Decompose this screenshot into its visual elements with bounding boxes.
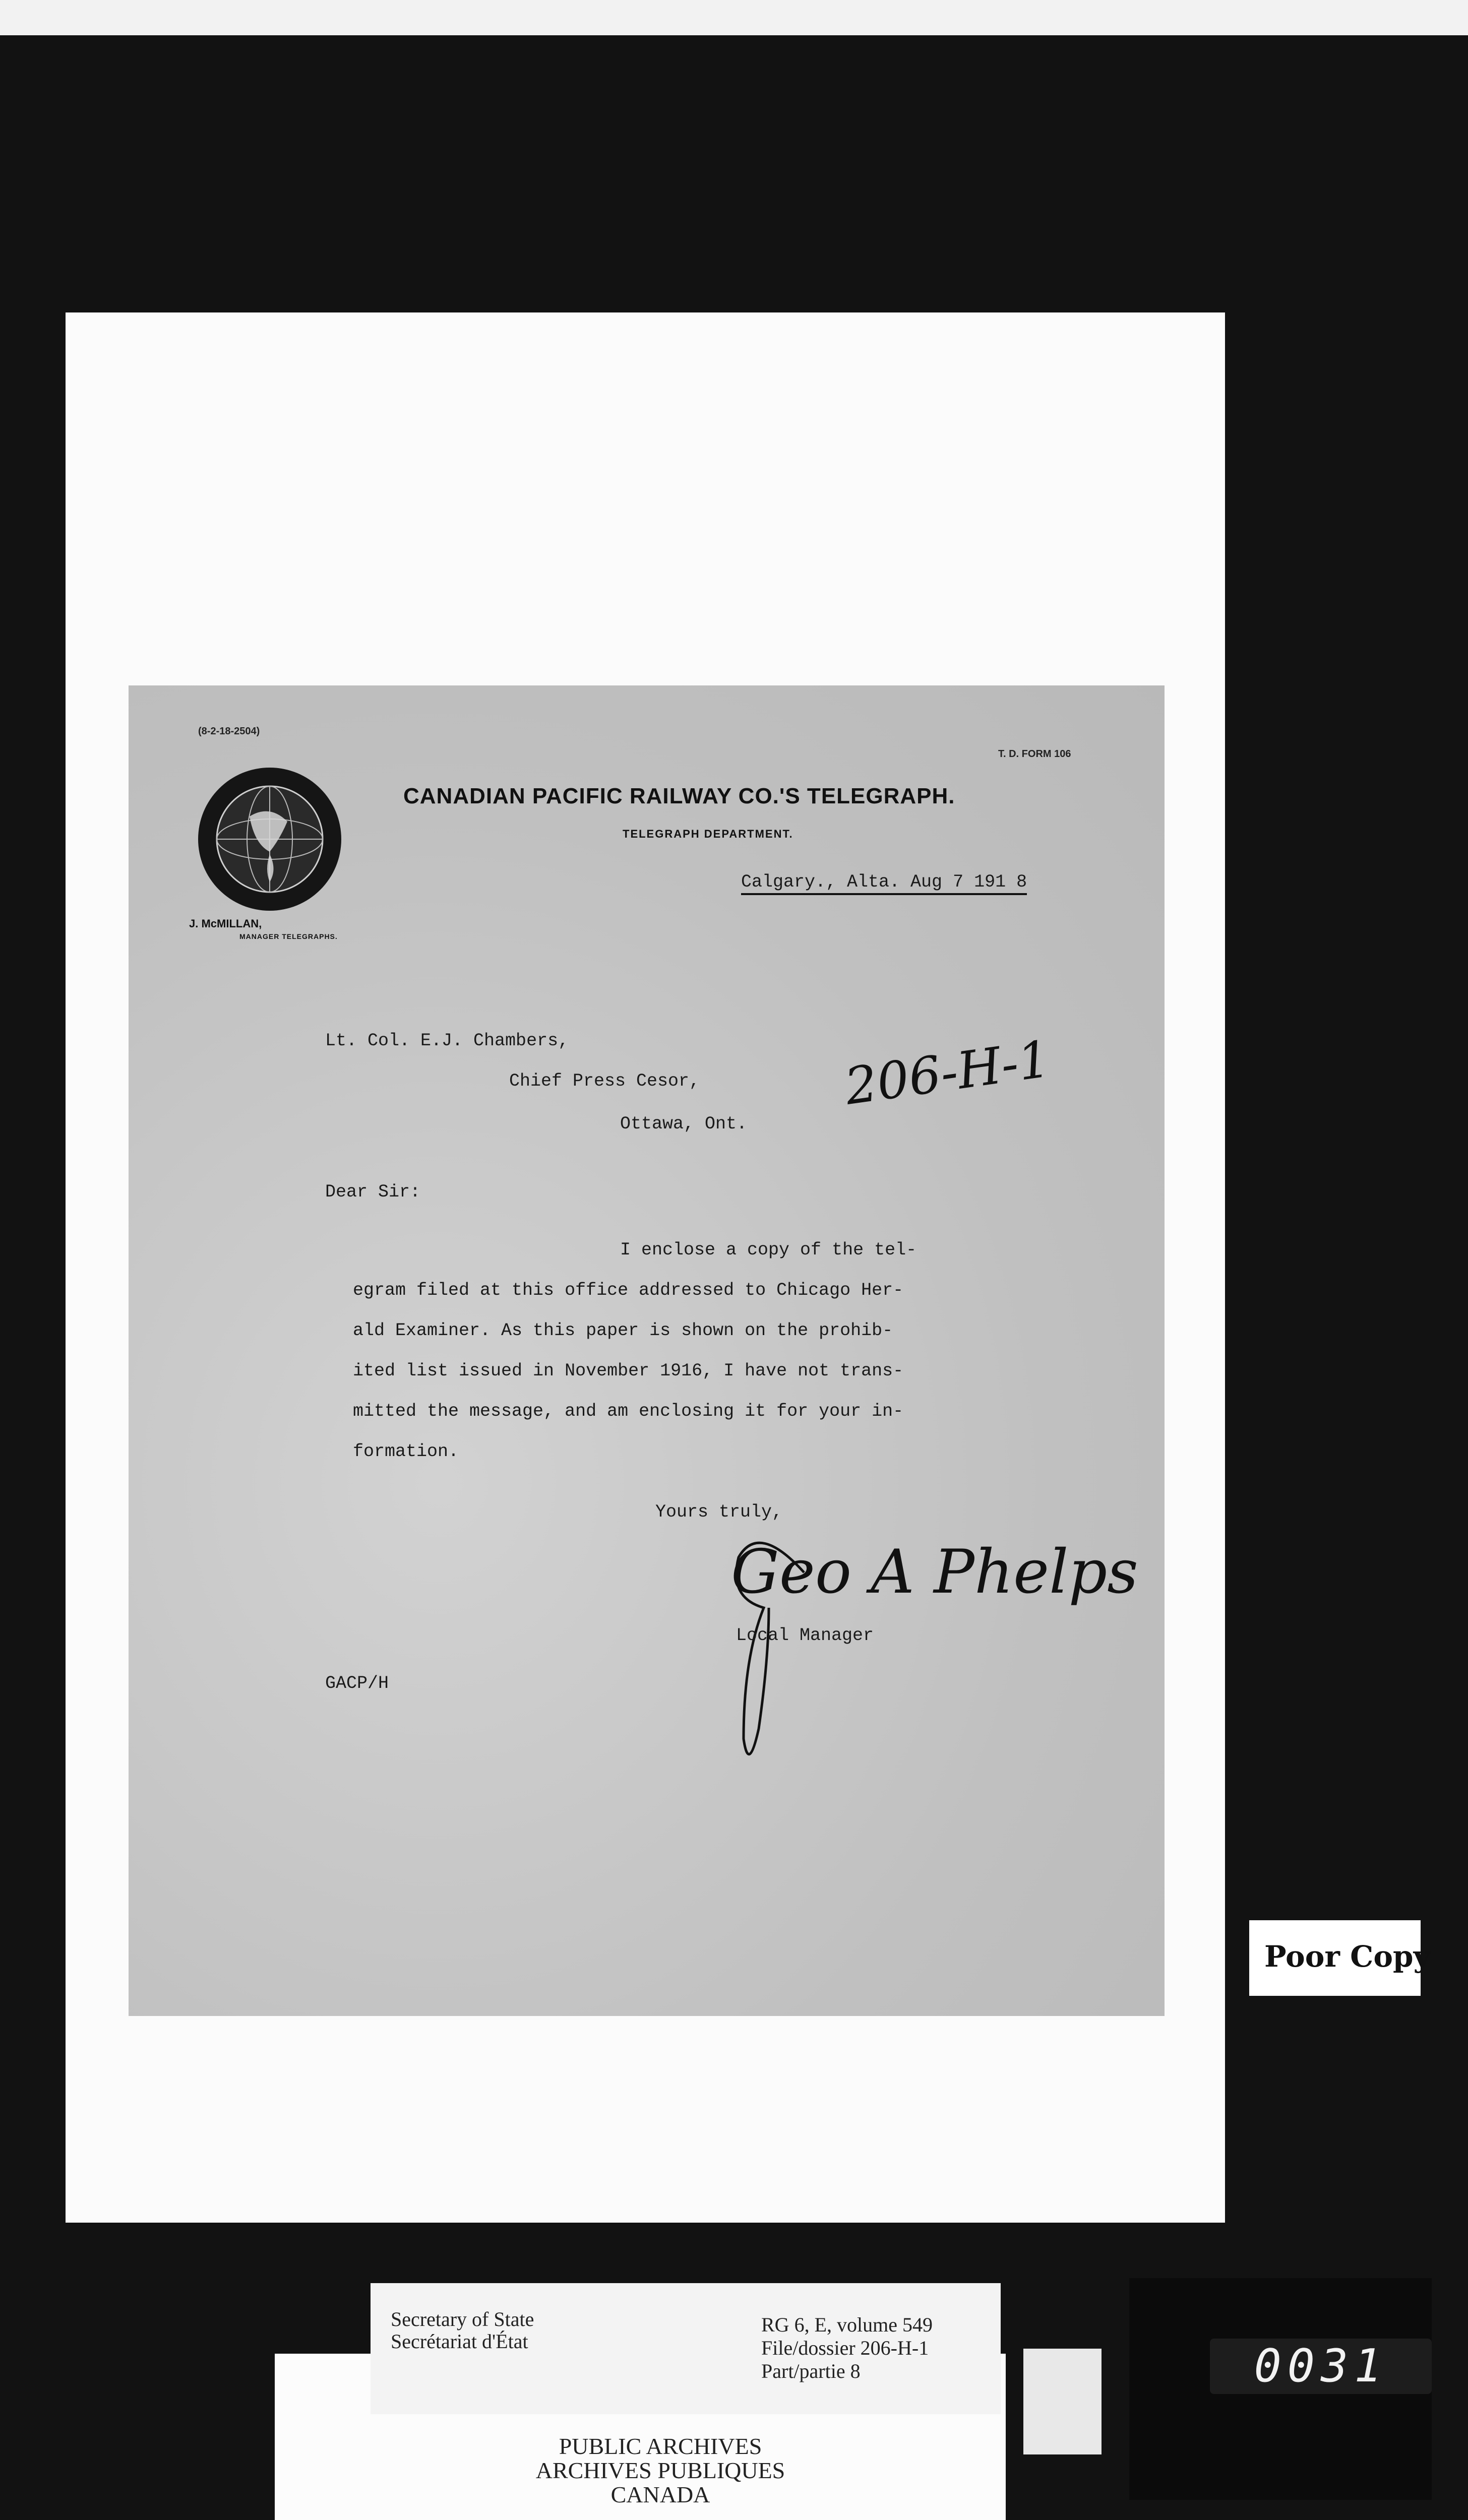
archive-right-line-3: Part/partie 8	[761, 2360, 861, 2382]
scan-top-edge	[0, 0, 1468, 35]
archive-left-line-1: Secretary of State	[391, 2308, 534, 2330]
body-line: ald Examiner. As this paper is shown on the prohib-	[353, 1320, 893, 1341]
poor-copy-label: Poor Copy	[1264, 1939, 1431, 1974]
signer-title: Local Manager	[736, 1625, 874, 1646]
body-line: mitted the message, and am enclosing it for your in-	[353, 1401, 904, 1421]
signature-flourish	[708, 1527, 839, 1774]
closing: Yours truly,	[655, 1502, 783, 1522]
manager-title: MANAGER TELEGRAPHS.	[239, 932, 338, 940]
letter-sheet	[129, 685, 1165, 2016]
archive-right-line-1: RG 6, E, volume 549	[761, 2313, 933, 2336]
dateline: Calgary., Alta. Aug 7 191 8	[741, 872, 1027, 895]
handwritten-file-number: 206-H-1	[841, 1029, 1054, 1116]
signature: Geo A Phelps	[731, 1537, 1138, 1607]
frame-counter: 0031	[1210, 2339, 1432, 2394]
body-line: formation.	[353, 1441, 459, 1462]
archive-reference-card	[371, 2283, 1001, 2414]
salutation: Dear Sir:	[325, 1182, 421, 1202]
form-code: (8-2-18-2504)	[198, 726, 260, 737]
form-number: T. D. FORM 106	[998, 748, 1071, 760]
address-line-3: Ottawa, Ont.	[620, 1114, 748, 1134]
stamp-line-2: ARCHIVES PUBLIQUES	[535, 2458, 785, 2483]
archive-left-line-2: Secrétariat d'État	[391, 2330, 528, 2353]
address-line-2: Chief Press Cesor,	[509, 1071, 700, 1091]
body-line: egram filed at this office addressed to Chicago Her-	[353, 1280, 904, 1300]
initials: GACP/H	[325, 1673, 389, 1693]
stamp-line-1: PUBLIC ARCHIVES	[559, 2433, 762, 2459]
poor-copy-card	[1249, 1920, 1431, 1996]
address-line-1: Lt. Col. E.J. Chambers,	[325, 1031, 569, 1051]
body-line: I enclose a copy of the tel-	[620, 1240, 917, 1260]
cpr-telegraph-logo	[194, 764, 345, 915]
manager-name: J. McMILLAN,	[189, 917, 262, 930]
body-line: ited list issued in November 1916, I have not trans-	[353, 1361, 904, 1381]
archive-right-line-2: File/dossier 206-H-1	[761, 2337, 929, 2359]
stamp-line-3: CANADA	[610, 2482, 710, 2507]
company-name: CANADIAN PACIFIC RAILWAY CO.'S TELEGRAPH.	[403, 784, 955, 808]
department-name: TELEGRAPH DEPARTMENT.	[623, 828, 793, 840]
archive-tab-card	[1023, 2349, 1102, 2454]
